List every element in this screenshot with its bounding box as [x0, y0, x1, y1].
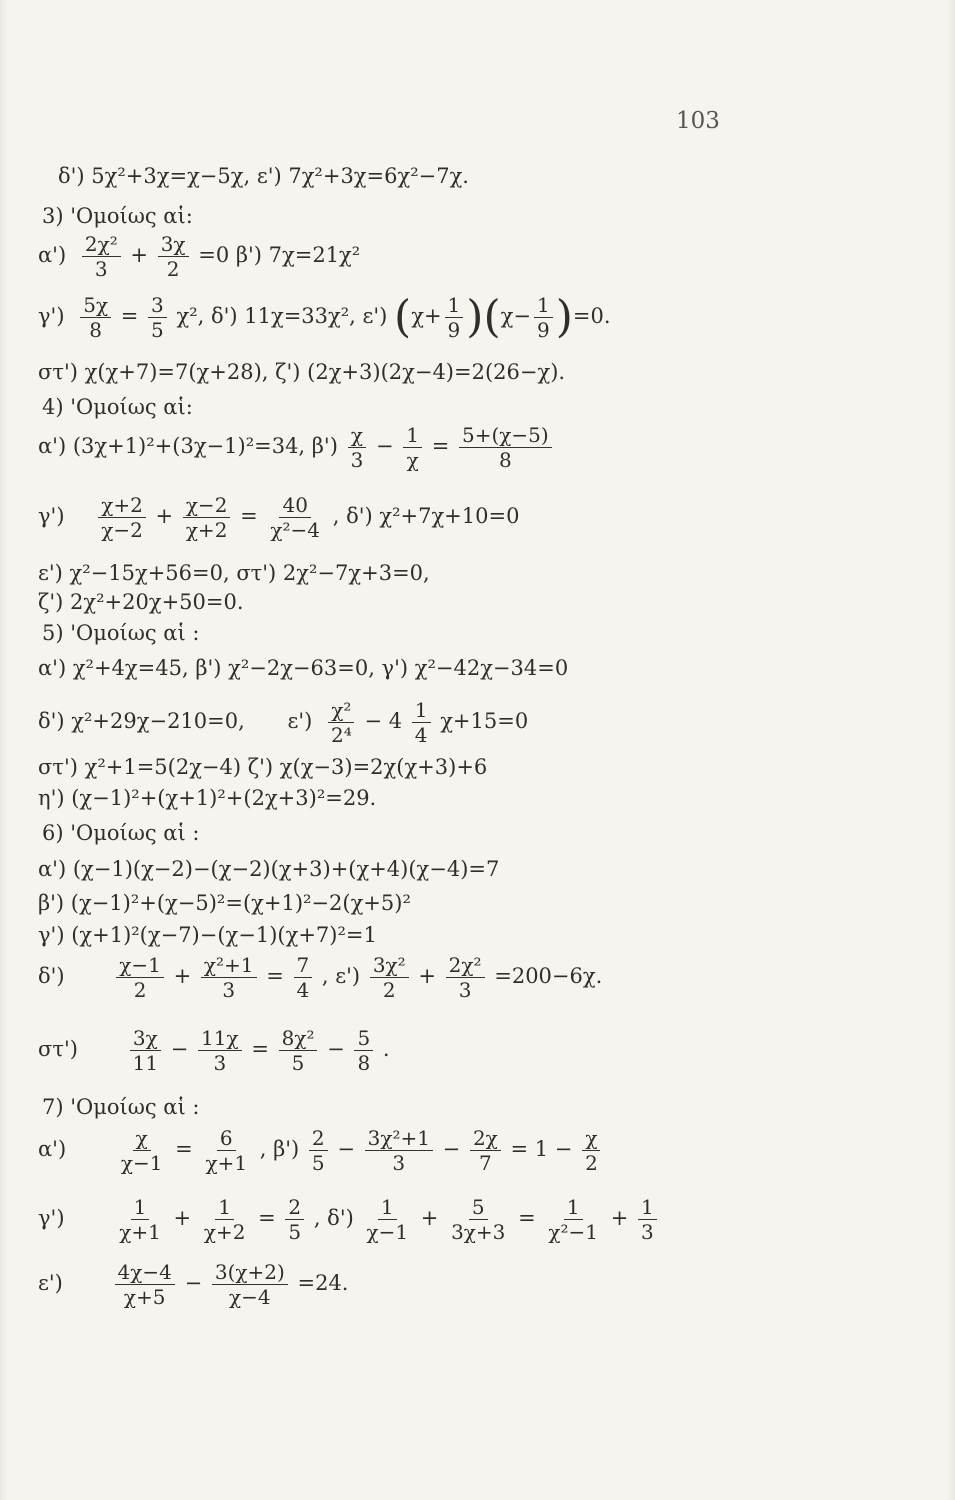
fraction [202, 1128, 250, 1173]
fraction [638, 1197, 657, 1242]
numerator: χ+2 [98, 495, 146, 518]
equals-sign: = [240, 504, 258, 528]
exercise-4e-4st: ε') χ²−15χ+56=0, στ') 2χ²−7χ+3=0, [38, 561, 430, 585]
exercise-7g-7d [38, 1197, 660, 1242]
fraction [294, 955, 313, 1000]
fraction [80, 295, 111, 340]
fraction [403, 425, 422, 470]
text: δ') χ²+29χ−210=0, [38, 709, 245, 733]
rest-text: =24. [297, 1271, 349, 1295]
label-6st: στ') [38, 1037, 78, 1061]
fraction [446, 955, 485, 1000]
numerator: 3(χ+2) [212, 1262, 288, 1285]
denominator: χ−2 [101, 518, 143, 542]
plus-sign: + [155, 504, 174, 528]
denominator: 9 [447, 318, 461, 342]
denominator: 8 [89, 318, 102, 342]
label-4g: γ') [38, 504, 65, 528]
equals-sign: = [175, 1137, 193, 1161]
fraction [348, 425, 367, 470]
equals-sign: = [431, 434, 450, 458]
exercise-3g [38, 291, 611, 343]
fraction [582, 1128, 601, 1173]
numerator: 40 [279, 495, 310, 518]
denominator: 8 [357, 1051, 371, 1075]
fraction [285, 1197, 304, 1242]
plus-sign: + [173, 964, 192, 988]
denominator: 3χ+3 [451, 1220, 506, 1244]
equals-sign: = [120, 304, 139, 328]
denominator: 5 [291, 1051, 305, 1075]
fraction [116, 955, 164, 1000]
heading-7: 7) 'Ομοίως αἱ : [42, 1095, 200, 1119]
equals-sign: = [258, 1206, 276, 1230]
fraction [328, 700, 355, 745]
numerator: χ [348, 425, 366, 448]
denominator: 3 [213, 1051, 227, 1075]
equals-sign: = 1 − [510, 1137, 573, 1161]
numerator: χ [582, 1128, 600, 1151]
numerator: 1 [403, 425, 422, 448]
label-6d: δ') [38, 964, 65, 988]
exercise-5h: η') (χ−1)²+(χ+1)²+(2χ+3)²=29. [38, 786, 377, 810]
fraction [448, 1197, 508, 1242]
denominator: χ²−4 [270, 518, 321, 542]
fraction [201, 955, 257, 1000]
fraction [445, 295, 464, 340]
fraction [82, 234, 121, 279]
numerator: 1 [412, 700, 431, 723]
numerator: χ²+1 [201, 955, 257, 978]
rest-text: =0 β') 7χ=21χ² [198, 243, 361, 267]
exercise-6st [38, 1028, 390, 1073]
numerator: χ−1 [116, 955, 164, 978]
minus-sign: − [442, 1137, 461, 1161]
denominator: 4 [296, 978, 310, 1002]
minus-sign: − [337, 1137, 355, 1161]
denominator: χ−1 [120, 1151, 163, 1175]
exercise-6g: γ') (χ+1)²(χ−7)−(χ−1)(χ+7)²=1 [38, 923, 377, 947]
numerator: 1 [638, 1197, 657, 1220]
exercise-3st-3z: στ') χ(χ+7)=7(χ+28), ζ') (2χ+3)(2χ−4)=2(26−χ). [38, 360, 566, 384]
numerator: 2 [285, 1197, 304, 1220]
exercise-6b: β') (χ−1)²+(χ−5)²=(χ+1)²−2(χ+5)² [38, 891, 411, 915]
exercise-3a [38, 234, 360, 279]
heading-3: 3) 'Ομοίως αἱ: [42, 204, 193, 228]
term: − 4 [364, 709, 403, 733]
numerator: 3χ [158, 234, 189, 257]
exercise-2d-2e: δ') 5χ²+3χ=χ−5χ, ε') 7χ²+3χ=6χ²−7χ. [58, 164, 469, 188]
numerator: χ [133, 1128, 151, 1151]
plus-sign: + [173, 1206, 192, 1230]
fraction [309, 1128, 328, 1173]
exercise-5a-5g: α') χ²+4χ=45, β') χ²−2χ−63=0, γ') χ²−42χ−34=0 [38, 656, 569, 680]
heading-4: 4) 'Ομοίως αἱ: [42, 395, 193, 419]
numerator: 5+(χ−5) [459, 425, 552, 448]
label-3a: α') [38, 243, 67, 267]
fraction [363, 1197, 411, 1242]
numerator: χ² [328, 700, 354, 723]
numerator: 7 [294, 955, 313, 978]
numerator: 6 [217, 1128, 236, 1151]
page-edge-left [0, 0, 8, 1500]
rest-text: =0. [572, 304, 611, 328]
minus-sign: − [170, 1037, 189, 1061]
page-number: 103 [676, 108, 720, 134]
heading-6: 6) 'Ομοίως αἱ : [42, 821, 200, 845]
term: χ+ [411, 304, 442, 328]
denominator: χ+2 [203, 1220, 246, 1244]
denominator: 3 [94, 257, 108, 281]
numerator: 4χ−4 [115, 1262, 175, 1285]
fraction [118, 1128, 166, 1173]
exercise-5st-5z: στ') χ²+1=5(2χ−4) ζ') χ(χ−3)=2χ(χ+3)+6 [38, 755, 488, 779]
fraction [459, 425, 552, 470]
numerator: 2 [309, 1128, 328, 1151]
numerator: χ−2 [183, 495, 231, 518]
denominator: 8 [499, 448, 512, 472]
denominator: χ+1 [119, 1220, 161, 1244]
denominator: χ−1 [366, 1220, 409, 1244]
fraction [98, 495, 146, 540]
rest-text: , ε') [321, 964, 361, 988]
page-edge-right [947, 0, 955, 1500]
numerator: 2χ² [82, 234, 121, 257]
numerator: 5χ [80, 295, 111, 318]
fraction [130, 1028, 161, 1073]
label-7e: ε') [38, 1271, 63, 1295]
denominator: χ [406, 448, 419, 472]
denominator: 2 [382, 978, 396, 1002]
fraction [412, 700, 431, 745]
denominator: 3 [458, 978, 472, 1002]
denominator: 3 [392, 1151, 406, 1175]
numerator: 1 [215, 1197, 234, 1220]
fraction [354, 1028, 373, 1073]
numerator: 3χ² [370, 955, 409, 978]
numerator: 1 [564, 1197, 583, 1220]
paren-open: ( [394, 291, 412, 343]
plus-sign: + [130, 243, 149, 267]
exercise-4g-4d [38, 495, 519, 540]
numerator: 2χ [470, 1128, 501, 1151]
numerator: 11χ [198, 1028, 242, 1051]
fraction [365, 1128, 433, 1173]
text: α') (3χ+1)²+(3χ−1)²=34, β') [38, 434, 338, 458]
minus-sign: − [376, 434, 394, 458]
fraction [370, 955, 409, 1000]
paren-close: ) [466, 291, 484, 343]
rest-text: =200−6χ. [494, 964, 603, 988]
numerator: 1 [378, 1197, 397, 1220]
denominator: χ−4 [229, 1285, 271, 1309]
denominator: 7 [478, 1151, 492, 1175]
exercise-4z: ζ') 2χ²+20χ+50=0. [38, 590, 244, 614]
minus-sign: − [327, 1037, 345, 1061]
fraction [115, 1262, 175, 1307]
numerator: 5 [469, 1197, 488, 1220]
paren-open: ( [483, 291, 501, 343]
exercise-7e [38, 1262, 348, 1307]
denominator: 5 [288, 1220, 302, 1244]
denominator: 3 [222, 978, 236, 1002]
fraction [201, 1197, 249, 1242]
denominator: χ+2 [185, 518, 228, 542]
numerator: 1 [534, 295, 553, 318]
numerator: 3χ [130, 1028, 161, 1051]
rest-text: , δ') χ²+7χ+10=0 [332, 504, 520, 528]
term: χ− [500, 304, 531, 328]
denominator: 4 [414, 723, 428, 747]
label-7a: α') [38, 1137, 67, 1161]
denominator: χ²−1 [548, 1220, 599, 1244]
exercise-4a-4b [38, 425, 555, 470]
fraction [267, 495, 323, 540]
denominator: 2 [166, 257, 180, 281]
numerator: 1 [131, 1197, 150, 1220]
numerator: 1 [445, 295, 464, 318]
denominator: 11 [132, 1051, 159, 1075]
paren-close: ) [555, 291, 573, 343]
numerator: 8χ² [279, 1028, 318, 1051]
denominator: 2 [133, 978, 147, 1002]
rest-text: χ², δ') 11χ=33χ², ε') [176, 304, 388, 328]
plus-sign: + [418, 964, 436, 988]
exercise-7a-7b [38, 1128, 604, 1173]
equals-sign: = [518, 1206, 536, 1230]
fraction [534, 295, 553, 340]
numerator: 3 [148, 295, 167, 318]
label-7g: γ') [38, 1206, 65, 1230]
fraction [279, 1028, 318, 1073]
exercise-6a: α') (χ−1)(χ−2)−(χ−2)(χ+3)+(χ+4)(χ−4)=7 [38, 857, 500, 881]
numerator: 3χ²+1 [365, 1128, 433, 1151]
denominator: 3 [641, 1220, 654, 1244]
fraction [116, 1197, 164, 1242]
denominator: χ+1 [205, 1151, 248, 1175]
denominator: 9 [536, 318, 550, 342]
label-5e: ε') [287, 709, 313, 733]
plus-sign: + [420, 1206, 439, 1230]
fraction [212, 1262, 288, 1307]
equals-sign: = [266, 964, 284, 988]
fraction [183, 495, 231, 540]
numerator: 5 [354, 1028, 373, 1051]
minus-sign: − [184, 1271, 203, 1295]
label-3g: γ') [38, 304, 65, 328]
exercise-6d-6e [38, 955, 602, 1000]
denominator: 3 [350, 448, 364, 472]
fraction [545, 1197, 601, 1242]
fraction [198, 1028, 242, 1073]
rest-text: χ+15=0 [440, 709, 529, 733]
numerator: 2χ² [446, 955, 485, 978]
rest-text: . [382, 1037, 390, 1061]
denominator: 2⁴ [331, 723, 352, 747]
exercise-5d-5e [38, 700, 528, 745]
denominator: 5 [311, 1151, 325, 1175]
denominator: χ+5 [123, 1285, 166, 1309]
rest-text: , δ') [313, 1206, 354, 1230]
denominator: 2 [585, 1151, 598, 1175]
rest-text: , β') [259, 1137, 300, 1161]
denominator: 5 [151, 318, 164, 342]
fraction [158, 234, 189, 279]
heading-5: 5) 'Ομοίως αἱ : [42, 621, 200, 645]
plus-sign: + [610, 1206, 629, 1230]
fraction [148, 295, 167, 340]
equals-sign: = [251, 1037, 269, 1061]
fraction [470, 1128, 501, 1173]
